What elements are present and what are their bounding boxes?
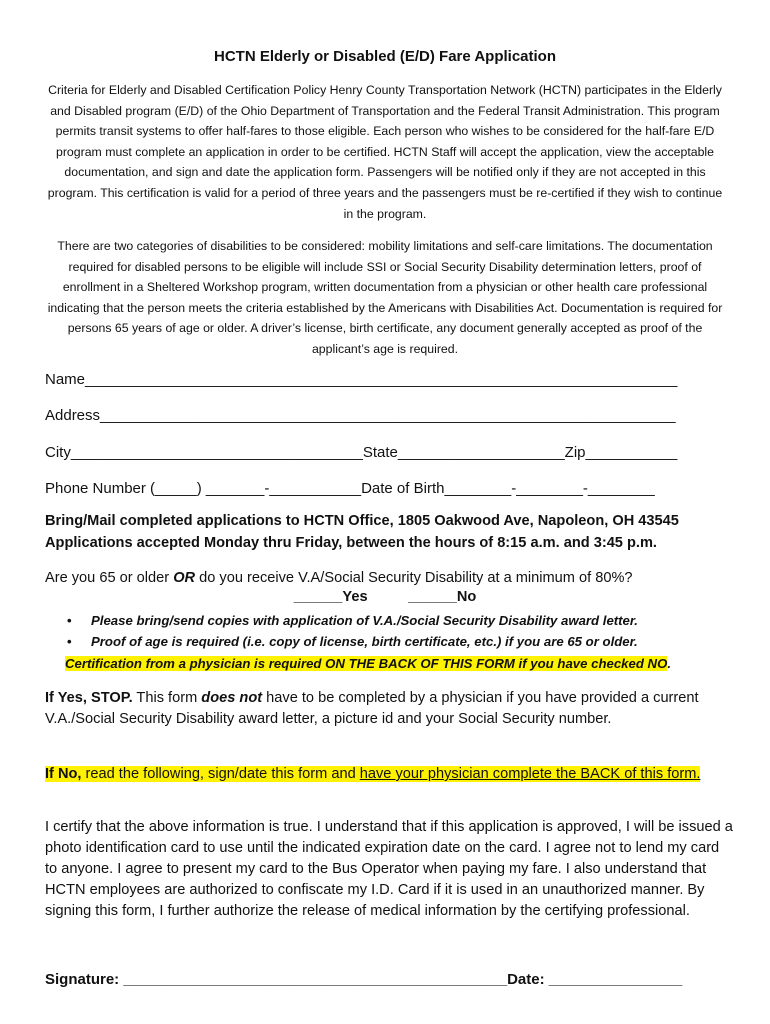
list-item	[67, 631, 770, 652]
disability-categories-paragraph: There are two categories of disabilities to be considered: mobility limitations and self-care limitations. The documentation required for disabled persons to be eligible will include SSI or Social Security Disability determination letters, proof of enrollment in a Sheltered Workshop program, written documentation from a physician or other health care professional indicating that the person meets the criteria established by the Americans with Disabilities Act. Documentation is required for persons 65 years of age or older. A driver’s license, birth certificate, any document generally accepted as proof of the applicant’s age is required.	[47, 239, 723, 356]
yes-no-options[interactable]: ______Yes ______No	[293, 589, 477, 605]
eligibility-question	[45, 568, 735, 589]
certification-note-period: .	[667, 656, 672, 671]
if-yes-lead: If Yes, STOP.	[45, 690, 133, 706]
if-yes-text-1: This form	[132, 690, 202, 706]
if-yes-text-2: have to be completed by a physician if you have provided a current V.A./Social Security Disability award letter, a picture id and your Social Security number.	[45, 690, 699, 727]
if-yes-emphasis: does not	[201, 690, 263, 706]
if-yes-paragraph	[45, 688, 735, 730]
city-state-zip-field[interactable]: City___________________________________State____________________Zip___________	[45, 444, 678, 461]
list-item	[67, 610, 770, 631]
list-item-text: Please bring/send copies with application of V.A./Social Security Disability award letter.	[91, 613, 638, 628]
bullet-icon: •	[67, 634, 72, 649]
if-no-underlined: have your physician complete the BACK of this form.	[359, 766, 701, 782]
criteria-paragraph: Criteria for Elderly and Disabled Certification Policy Henry County Transportation Network (HCTN) participates in the Elderly and Disabled program (E/D) of the Ohio Department of Transportation and the Federal Transit Administration. This program permits transit systems to offer half-fares to those eligible. Each person who wishes to be considered for the half-fare E/D program must complete an application in order to be certified. HCTN Staff will accept the application, view the acceptable documentation, and sign and date the application form. Passengers will be notified only if they are not accepted in this program. This certification is valid for a period of three years and the passengers must be re-certified if they wish to continue in the program.	[47, 83, 723, 221]
if-no-text: read the following, sign/date this form and	[81, 766, 360, 782]
if-no-lead: If No,	[45, 766, 82, 782]
if-no-paragraph	[45, 764, 735, 785]
physician-certification-note	[65, 653, 671, 674]
form-title: HCTN Elderly or Disabled (E/D) Fare Application	[214, 48, 556, 65]
question-text-before: Are you 65 or older	[45, 570, 174, 586]
bullet-icon: •	[67, 613, 72, 628]
list-item-text: Proof of age is required (i.e. copy of license, birth certificate, etc.) if you are 65 or older.	[91, 634, 638, 649]
address-field[interactable]: Address_____________________________________________________________________	[45, 407, 676, 424]
certification-statement: I certify that the above information is true. I understand that if this application is approved, I will be issued a photo identification card to use until the indicated expiration date on the card. I agree not to lend my card to anyone. I agree to present my card to the Bus Operator when paying my fare. I also understand that HCTN employees are authorized to confiscate my I.D. Card if it is used in an unauthorized manner. By signing this form, I further authorize the release of medical information by the certifying professional.	[45, 819, 733, 919]
office-hours-line: Applications accepted Monday thru Friday, between the hours of 8:15 a.m. and 3:45 p.m.	[45, 535, 657, 551]
phone-dob-field[interactable]: Phone Number (_____) _______-___________Date of Birth________-________-________	[45, 480, 655, 497]
question-or: OR	[173, 570, 196, 586]
signature-date-line[interactable]: Signature: ______________________________________________Date: ________________	[45, 971, 683, 988]
question-text-after: do you receive V.A/Social Security Disability at a minimum of 80%?	[195, 570, 633, 586]
name-field[interactable]: Name_______________________________________________________________________	[45, 371, 678, 388]
requirements-list	[44, 610, 770, 652]
office-address-line: Bring/Mail completed applications to HCTN Office, 1805 Oakwood Ave, Napoleon, OH 43545	[45, 513, 679, 529]
certification-note-highlight: Certification from a physician is required ON THE BACK OF THIS FORM if you have checked NO	[65, 656, 668, 671]
